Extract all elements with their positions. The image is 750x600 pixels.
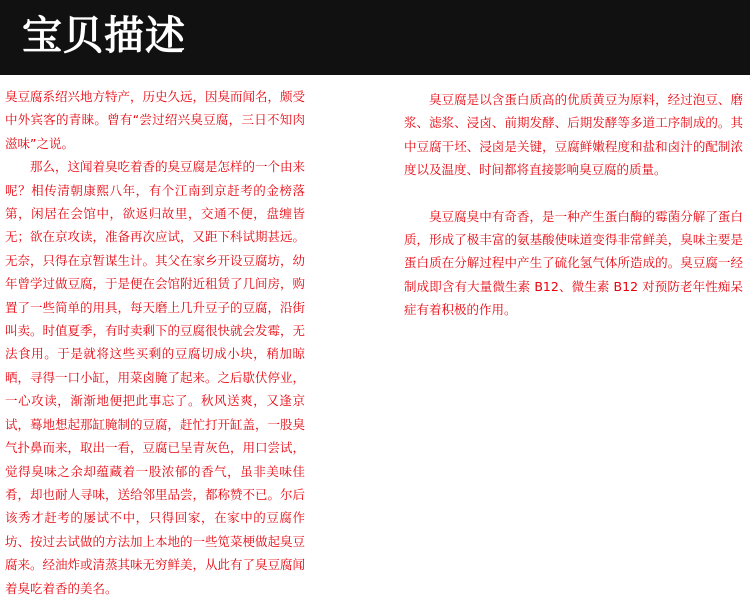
page-title: 宝贝描述: [22, 13, 186, 59]
left-text-column: [5, 85, 305, 600]
production-paragraph: 臭豆腐是以含蛋白质高的优质黄豆为原料，经过泡豆、磨浆、滤浆、浸卤、前期发酵、后期发酵等多道工序制成的。其中豆腐干坯、浸卤是关键，豆腐鲜嫩程度和盐和卤汁的配制浓度以及温度、时间都将直接影响臭豆腐的质量。: [404, 92, 743, 178]
right-text-column: [404, 88, 743, 322]
origin-story-paragraph: 那么，这闻着臭吃着香的臭豆腐是怎样的一个由来呢？相传清朝康熙八年，有个江南到京赶考的金榜落第，闲居在会馆中，欲返归故里，交通不便，盘缠皆无；欲在京攻读，准备再次应试，又距下科试期甚远。无奈，只得在京暂谋生计。其父在家乡开设豆腐坊，幼年曾学过做豆腐，于是便在会馆附近租赁了几间房，购置了一些简单的用具，每天磨上几升豆子的豆腐，沿街叫卖。时值夏季，有时卖剩下的豆腐很快就会发霉，无法食用。于是就将这些买剩的豆腐切成小块，稍加晾晒，寻得一口小缸，用菜卤腌了起来。之后歇伏停业，一心攻读，渐渐地便把此事忘了。秋风送爽，又逢京试，蓦地想起那缸腌制的豆腐，赶忙打开缸盖，一股臭气扑鼻而来，取出一看，豆腐已呈青灰色，用口尝试，觉得臭味之余却蕴藏着一股浓郁的香气，虽非美味佳肴，却也耐人寻味，送给邻里品尝，都称赞不已。尔后该秀才赶考的屡试不中，只得回家，在家中的豆腐作坊、按过去试做的方法加上本地的一些笕菜梗做起臭豆腐来。经油炸或清蒸其味无穷鲜美，从此有了臭豆腐闻着臭吃着香的美名。: [5, 159, 306, 596]
flavor-paragraph: 臭豆腐臭中有奇香，是一种产生蛋白酶的霉菌分解了蛋白质，形成了极丰富的氨基酸使味道变得非常鲜美，臭味主要是蛋白质在分解过程中产生了硫化氢气体所造成的。臭豆腐一经制成即含有大量微生素 B12、微生素 B12 对预防老年性痴呆症有着积极的作用。: [404, 208, 743, 318]
header-banner: [0, 0, 750, 75]
intro-paragraph: 臭豆腐系绍兴地方特产，历史久远，因臭而闻名，颇受中外宾客的青睐。曾有“尝过绍兴臭豆腐，三日不知肉滋味”之说。: [5, 89, 306, 151]
